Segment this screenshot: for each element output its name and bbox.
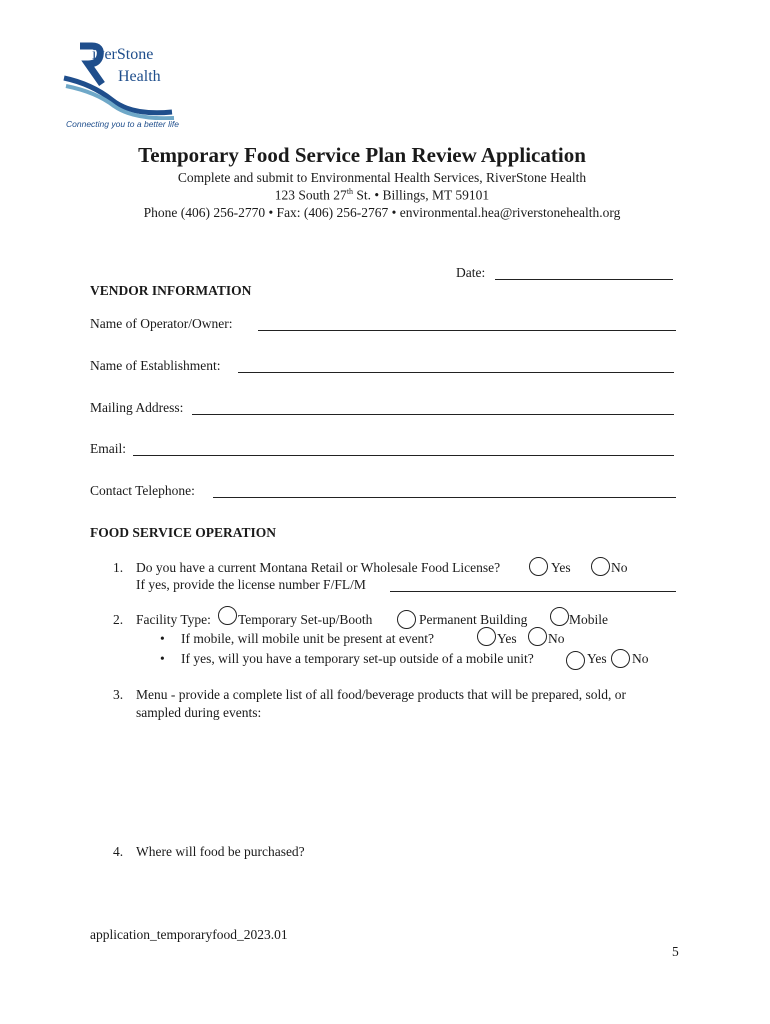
page-number: 5 — [672, 944, 679, 959]
q2-number: 2. — [113, 612, 124, 627]
q1-yes-radio[interactable] — [529, 557, 548, 576]
mailing-field[interactable] — [192, 414, 674, 415]
q3-number: 3. — [113, 687, 124, 702]
phone-field[interactable] — [213, 497, 676, 498]
q2-temporary-radio[interactable] — [218, 606, 237, 625]
email-field[interactable] — [133, 455, 674, 456]
logo-name-line2: Health — [118, 68, 161, 85]
riverstone-logo — [62, 40, 182, 132]
footer-doc-id: application_temporaryfood_2023.01 — [90, 927, 288, 942]
q2-bullet1: • — [160, 631, 165, 646]
email-label: Email: — [90, 441, 126, 456]
q2-permanent-label: Permanent Building — [419, 612, 528, 627]
q2-mobile-present-yes-radio[interactable] — [477, 627, 496, 646]
vendor-heading: VENDOR INFORMATION — [90, 283, 252, 298]
q1-no-label: No — [611, 560, 628, 575]
date-label: Date: — [456, 265, 486, 280]
q3-text-line2: sampled during events: — [136, 705, 262, 720]
operator-label: Name of Operator/Owner: — [90, 316, 233, 331]
q2-setup-outside-no-label: No — [632, 651, 649, 666]
q2-mobile-present-text: If mobile, will mobile unit be present at event? — [181, 631, 435, 646]
establishment-label: Name of Establishment: — [90, 358, 221, 373]
q2-permanent-radio[interactable] — [397, 610, 416, 629]
q2-temporary-label: Temporary Set-up/Booth — [238, 612, 373, 627]
q1-text: Do you have a current Montana Retail or Wholesale Food License? — [136, 560, 501, 575]
page-title: Temporary Food Service Plan Review Application — [138, 143, 586, 167]
q2-mobile-label: Mobile — [569, 612, 608, 627]
q3-text-line1: Menu - provide a complete list of all food/beverage products that will be prepared, sold, or — [136, 687, 626, 702]
q1-license-field[interactable] — [390, 591, 676, 592]
q4-text: Where will food be purchased? — [136, 844, 305, 859]
q2-setup-outside-no-radio[interactable] — [611, 649, 630, 668]
q2-bullet2: • — [160, 651, 165, 666]
food-service-heading: FOOD SERVICE OPERATION — [90, 525, 277, 540]
address-sup: th — [346, 187, 354, 196]
address-street: 123 South 27 — [274, 187, 347, 203]
logo-tagline: Connecting you to a better life — [66, 119, 179, 129]
q2-mobile-present-no-label: No — [548, 631, 565, 646]
q2-mobile-present-no-radio[interactable] — [528, 627, 547, 646]
header-line1: Complete and submit to Environmental Health Services, RiverStone Health — [177, 170, 587, 185]
address-city: St. • Billings, MT 59101 — [353, 187, 490, 203]
operator-field[interactable] — [258, 330, 676, 331]
q1-yes-label: Yes — [551, 560, 571, 575]
header-contact: Phone (406) 256-2770 • Fax: (406) 256-2767 • environmental.hea@riverstonehealth.org — [143, 205, 621, 220]
header-address — [0, 187, 764, 204]
q2-mobile-radio[interactable] — [550, 607, 569, 626]
q2-setup-outside-text: If yes, will you have a temporary set-up outside of a mobile unit? — [181, 651, 534, 666]
q1-number: 1. — [113, 560, 124, 575]
q2-setup-outside-yes-label: Yes — [587, 651, 607, 666]
q2-label: Facility Type: — [136, 612, 211, 627]
logo-name-line1: iverStone — [92, 46, 154, 63]
mailing-label: Mailing Address: — [90, 400, 184, 415]
q1-no-radio[interactable] — [591, 557, 610, 576]
establishment-field[interactable] — [238, 372, 674, 373]
date-field[interactable] — [495, 279, 673, 280]
phone-label: Contact Telephone: — [90, 483, 195, 498]
q2-mobile-present-yes-label: Yes — [497, 631, 517, 646]
q2-setup-outside-yes-radio[interactable] — [566, 651, 585, 670]
q4-number: 4. — [113, 844, 124, 859]
q1-license-label: If yes, provide the license number F/FL/M — [136, 577, 366, 592]
